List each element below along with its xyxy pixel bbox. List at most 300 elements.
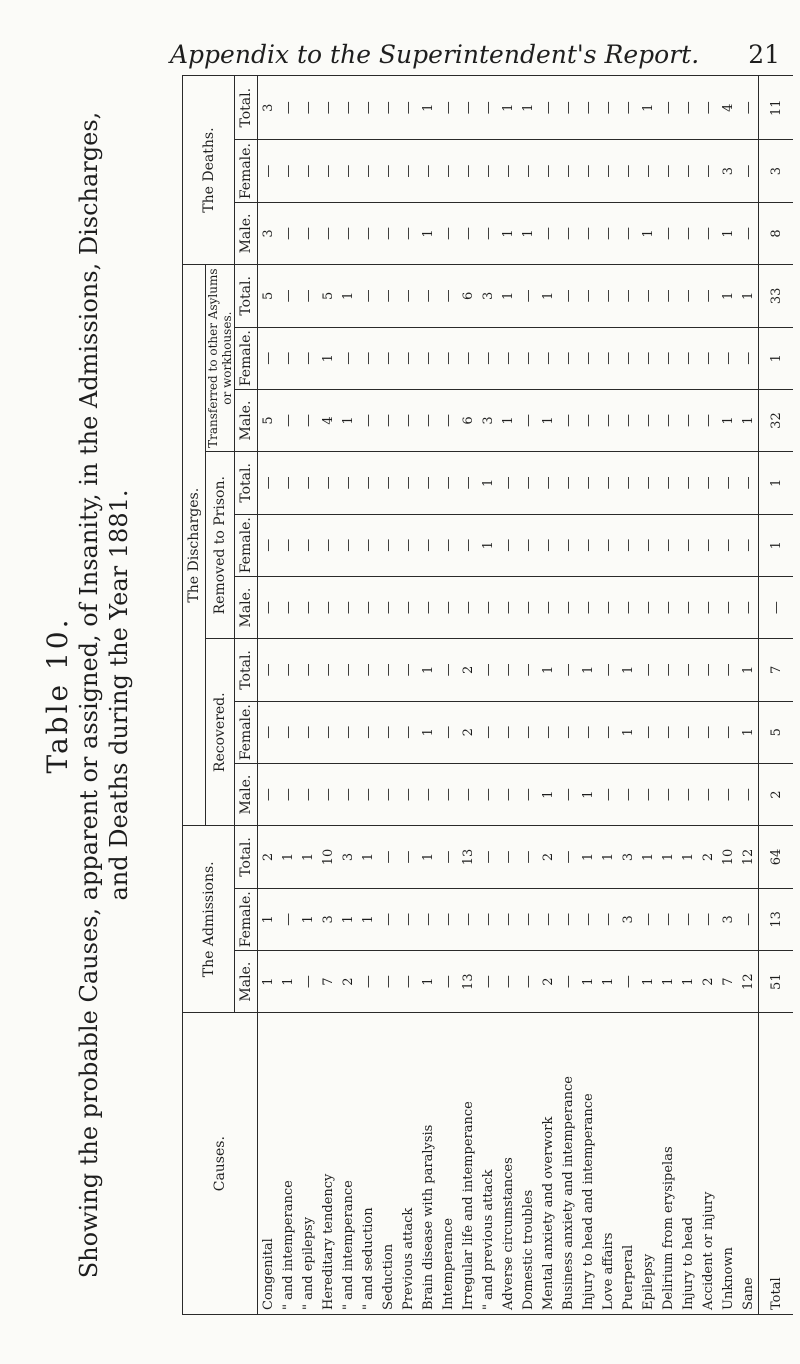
value-cell: — xyxy=(718,452,738,514)
value-cell: — xyxy=(498,888,518,950)
value-cell: — xyxy=(398,452,418,514)
value-cell: — xyxy=(558,826,578,888)
value-cell: 1 xyxy=(258,888,279,950)
value-cell: 1 xyxy=(658,950,678,1012)
value-cell: — xyxy=(418,452,438,514)
value-cell: — xyxy=(358,701,378,763)
value-cell: 1 xyxy=(738,639,759,701)
value-cell: 12 xyxy=(738,950,759,1012)
value-cell: 1 xyxy=(638,826,658,888)
cause-cell: Brain disease with paralysis xyxy=(418,1013,438,1315)
value-cell: 1 xyxy=(338,888,358,950)
value-cell: — xyxy=(658,327,678,389)
female-header: Female. xyxy=(235,514,258,576)
value-cell: — xyxy=(398,514,418,576)
value-cell: — xyxy=(558,639,578,701)
cause-cell: " and previous attack xyxy=(478,1013,498,1315)
value-cell: — xyxy=(458,327,478,389)
value-cell: — xyxy=(458,202,478,264)
value-cell: — xyxy=(378,639,398,701)
total-header: Total. xyxy=(235,452,258,514)
value-cell: — xyxy=(518,576,538,638)
value-cell: — xyxy=(258,763,279,825)
table-row xyxy=(658,76,678,1315)
value-cell: 1 xyxy=(658,826,678,888)
table-row xyxy=(338,76,358,1315)
table-row xyxy=(718,76,738,1315)
value-cell: 1 xyxy=(638,76,658,140)
value-cell: — xyxy=(418,389,438,451)
female-header: Female. xyxy=(235,327,258,389)
value-cell: — xyxy=(558,950,578,1012)
value-cell: 1 xyxy=(578,763,598,825)
table-row xyxy=(318,76,338,1315)
total-row xyxy=(759,76,794,1315)
value-cell: — xyxy=(518,701,538,763)
cause-cell: " and seduction xyxy=(358,1013,378,1315)
value-cell: — xyxy=(738,327,759,389)
value-cell: — xyxy=(678,452,698,514)
total-cell: 7 xyxy=(759,639,794,701)
value-cell: — xyxy=(618,140,638,202)
value-cell: — xyxy=(658,701,678,763)
value-cell: — xyxy=(298,452,318,514)
value-cell: — xyxy=(738,763,759,825)
value-cell: — xyxy=(518,452,538,514)
value-cell: 1 xyxy=(478,514,498,576)
male-header: Male. xyxy=(235,950,258,1012)
value-cell: — xyxy=(298,639,318,701)
female-header: Female. xyxy=(235,701,258,763)
total-cell: 51 xyxy=(759,950,794,1012)
value-cell: — xyxy=(298,950,318,1012)
value-cell: — xyxy=(678,888,698,950)
value-cell: — xyxy=(738,202,759,264)
value-cell: 1 xyxy=(598,950,618,1012)
value-cell: — xyxy=(378,888,398,950)
value-cell: — xyxy=(398,265,418,327)
value-cell: — xyxy=(538,140,558,202)
value-cell: 5 xyxy=(318,265,338,327)
value-cell: — xyxy=(358,576,378,638)
value-cell: — xyxy=(698,327,718,389)
cause-cell: Injury to head xyxy=(678,1013,698,1315)
value-cell: — xyxy=(358,265,378,327)
value-cell: — xyxy=(598,639,618,701)
total-header: Total. xyxy=(235,639,258,701)
table-label: Table 10. xyxy=(41,616,74,774)
value-cell: — xyxy=(438,140,458,202)
value-cell: — xyxy=(378,763,398,825)
table-row xyxy=(278,76,298,1315)
value-cell: — xyxy=(718,639,738,701)
table-row xyxy=(458,76,478,1315)
value-cell: — xyxy=(378,327,398,389)
value-cell: — xyxy=(618,576,638,638)
value-cell: — xyxy=(298,763,318,825)
total-cell: 8 xyxy=(759,202,794,264)
value-cell: — xyxy=(398,76,418,140)
value-cell: — xyxy=(498,639,518,701)
value-cell: — xyxy=(658,140,678,202)
table-row xyxy=(678,76,698,1315)
value-cell: 1 xyxy=(638,950,658,1012)
value-cell: 3 xyxy=(718,140,738,202)
cause-cell: Mental anxiety and overwork xyxy=(538,1013,558,1315)
value-cell: — xyxy=(398,701,418,763)
value-cell: 3 xyxy=(258,202,279,264)
value-cell: 1 xyxy=(738,389,759,451)
table-row xyxy=(538,76,558,1315)
value-cell: 12 xyxy=(738,826,759,888)
total-cell: 5 xyxy=(759,701,794,763)
value-cell: 7 xyxy=(718,950,738,1012)
value-cell: — xyxy=(258,514,279,576)
transferred-header: Transferred to other Asylums or workhouses. xyxy=(206,265,235,452)
cause-cell: Adverse circumstances xyxy=(498,1013,518,1315)
value-cell: — xyxy=(338,576,358,638)
value-cell: — xyxy=(498,576,518,638)
value-cell: 1 xyxy=(538,763,558,825)
value-cell: — xyxy=(618,950,638,1012)
value-cell: — xyxy=(318,76,338,140)
total-cell: — xyxy=(759,576,794,638)
value-cell: — xyxy=(318,576,338,638)
value-cell: — xyxy=(698,888,718,950)
table-row xyxy=(258,76,279,1315)
value-cell: — xyxy=(638,389,658,451)
value-cell: — xyxy=(478,950,498,1012)
value-cell: — xyxy=(358,140,378,202)
value-cell: — xyxy=(578,514,598,576)
value-cell: — xyxy=(678,202,698,264)
table-caption xyxy=(42,75,172,1315)
value-cell: — xyxy=(398,327,418,389)
value-cell: — xyxy=(278,452,298,514)
value-cell: — xyxy=(658,389,678,451)
value-cell: — xyxy=(378,202,398,264)
table-row xyxy=(398,76,418,1315)
value-cell: — xyxy=(618,265,638,327)
total-cell: 1 xyxy=(759,514,794,576)
value-cell: — xyxy=(698,763,718,825)
value-cell: 1 xyxy=(738,265,759,327)
value-cell: — xyxy=(518,763,538,825)
value-cell: 1 xyxy=(518,202,538,264)
value-cell: — xyxy=(458,140,478,202)
cause-cell: Injury to head and intemperance xyxy=(578,1013,598,1315)
value-cell: 1 xyxy=(578,826,598,888)
value-cell: — xyxy=(558,763,578,825)
value-cell: — xyxy=(378,76,398,140)
value-cell: — xyxy=(538,452,558,514)
table-row xyxy=(418,76,438,1315)
value-cell: 3 xyxy=(338,826,358,888)
value-cell: — xyxy=(298,76,318,140)
value-cell: 1 xyxy=(718,265,738,327)
value-cell: — xyxy=(458,514,478,576)
value-cell: — xyxy=(638,763,658,825)
value-cell: — xyxy=(538,514,558,576)
cause-cell: " and intemperance xyxy=(278,1013,298,1315)
value-cell: — xyxy=(558,327,578,389)
cause-cell: " and intemperance xyxy=(338,1013,358,1315)
value-cell: 1 xyxy=(678,950,698,1012)
cause-cell: Congenital xyxy=(258,1013,279,1315)
value-cell: — xyxy=(358,950,378,1012)
value-cell: — xyxy=(538,576,558,638)
value-cell: 1 xyxy=(538,639,558,701)
value-cell: — xyxy=(338,763,358,825)
value-cell: — xyxy=(698,265,718,327)
value-cell: — xyxy=(438,452,458,514)
value-cell: 5 xyxy=(258,389,279,451)
value-cell: — xyxy=(378,452,398,514)
discharges-header: The Discharges. xyxy=(183,265,206,826)
value-cell: 3 xyxy=(478,265,498,327)
value-cell: 1 xyxy=(498,202,518,264)
value-cell: — xyxy=(658,576,678,638)
value-cell: — xyxy=(538,701,558,763)
value-cell: 1 xyxy=(498,265,518,327)
value-cell: — xyxy=(358,389,378,451)
value-cell: — xyxy=(478,701,498,763)
value-cell: — xyxy=(678,514,698,576)
value-cell: — xyxy=(278,639,298,701)
value-cell: — xyxy=(278,265,298,327)
value-cell: 1 xyxy=(518,76,538,140)
running-head xyxy=(110,40,780,80)
cause-cell: Hereditary tendency xyxy=(318,1013,338,1315)
value-cell: — xyxy=(558,576,578,638)
value-cell: — xyxy=(538,327,558,389)
value-cell: 3 xyxy=(258,76,279,140)
total-header: Total. xyxy=(235,76,258,140)
value-cell: 1 xyxy=(358,826,378,888)
value-cell: — xyxy=(698,389,718,451)
value-cell: — xyxy=(398,576,418,638)
value-cell: — xyxy=(438,950,458,1012)
value-cell: — xyxy=(578,576,598,638)
value-cell: — xyxy=(358,514,378,576)
value-cell: — xyxy=(338,701,358,763)
value-cell: — xyxy=(518,265,538,327)
value-cell: — xyxy=(458,452,478,514)
value-cell: — xyxy=(518,514,538,576)
value-cell: — xyxy=(438,888,458,950)
value-cell: — xyxy=(738,576,759,638)
value-cell: 2 xyxy=(538,950,558,1012)
value-cell: — xyxy=(378,265,398,327)
value-cell: — xyxy=(258,576,279,638)
value-cell: — xyxy=(578,327,598,389)
value-cell: — xyxy=(398,888,418,950)
value-cell: — xyxy=(438,514,458,576)
value-cell: — xyxy=(598,576,618,638)
value-cell: — xyxy=(558,888,578,950)
value-cell: 3 xyxy=(318,888,338,950)
value-cell: — xyxy=(378,389,398,451)
value-cell: — xyxy=(298,514,318,576)
table-row xyxy=(298,76,318,1315)
value-cell: — xyxy=(418,140,438,202)
value-cell: — xyxy=(558,265,578,327)
value-cell: 4 xyxy=(318,389,338,451)
value-cell: — xyxy=(498,950,518,1012)
value-cell: — xyxy=(338,202,358,264)
table-row xyxy=(358,76,378,1315)
value-cell: 1 xyxy=(718,389,738,451)
value-cell: — xyxy=(338,327,358,389)
value-cell: — xyxy=(378,701,398,763)
value-cell: — xyxy=(258,452,279,514)
cause-cell: Unknown xyxy=(718,1013,738,1315)
value-cell: 2 xyxy=(258,826,279,888)
value-cell: — xyxy=(318,701,338,763)
value-cell: 1 xyxy=(578,639,598,701)
value-cell: — xyxy=(578,202,598,264)
value-cell: 1 xyxy=(718,202,738,264)
value-cell: 1 xyxy=(278,950,298,1012)
value-cell: — xyxy=(578,76,598,140)
value-cell: — xyxy=(298,389,318,451)
causes-table xyxy=(182,75,793,1315)
value-cell: — xyxy=(478,888,498,950)
value-cell: — xyxy=(698,701,718,763)
value-cell: — xyxy=(678,327,698,389)
male-header: Male. xyxy=(235,576,258,638)
table-row xyxy=(638,76,658,1315)
value-cell: — xyxy=(318,763,338,825)
value-cell: — xyxy=(658,514,678,576)
value-cell: — xyxy=(458,763,478,825)
value-cell: — xyxy=(318,514,338,576)
value-cell: — xyxy=(498,452,518,514)
value-cell: — xyxy=(338,514,358,576)
value-cell: — xyxy=(298,265,318,327)
value-cell: — xyxy=(438,202,458,264)
cause-cell: Sane xyxy=(738,1013,759,1315)
value-cell: — xyxy=(598,701,618,763)
value-cell: — xyxy=(498,514,518,576)
value-cell: — xyxy=(518,389,538,451)
value-cell: — xyxy=(618,763,638,825)
value-cell: — xyxy=(658,639,678,701)
value-cell: — xyxy=(298,701,318,763)
cause-cell: Domestic troubles xyxy=(518,1013,538,1315)
male-header: Male. xyxy=(235,763,258,825)
value-cell: — xyxy=(358,327,378,389)
cause-cell: Love affairs xyxy=(598,1013,618,1315)
page-number: 21 xyxy=(748,40,780,69)
value-cell: — xyxy=(638,265,658,327)
value-cell: — xyxy=(638,701,658,763)
value-cell: — xyxy=(478,140,498,202)
value-cell: — xyxy=(558,701,578,763)
deaths-header: The Deaths. xyxy=(183,76,235,265)
value-cell: — xyxy=(658,888,678,950)
table-row xyxy=(498,76,518,1315)
value-cell: — xyxy=(438,327,458,389)
value-cell: — xyxy=(618,202,638,264)
value-cell: — xyxy=(598,514,618,576)
value-cell: — xyxy=(278,202,298,264)
value-cell: — xyxy=(278,888,298,950)
table-row xyxy=(738,76,759,1315)
value-cell: — xyxy=(638,576,658,638)
value-cell: — xyxy=(678,763,698,825)
value-cell: — xyxy=(478,76,498,140)
value-cell: — xyxy=(378,950,398,1012)
value-cell: — xyxy=(298,202,318,264)
value-cell: 1 xyxy=(598,826,618,888)
value-cell: — xyxy=(578,389,598,451)
value-cell: — xyxy=(718,701,738,763)
value-cell: — xyxy=(398,639,418,701)
value-cell: — xyxy=(718,514,738,576)
value-cell: — xyxy=(438,265,458,327)
value-cell: — xyxy=(678,576,698,638)
value-cell: — xyxy=(658,76,678,140)
value-cell: — xyxy=(438,639,458,701)
table-row xyxy=(598,76,618,1315)
male-header: Male. xyxy=(235,202,258,264)
value-cell: 6 xyxy=(458,389,478,451)
caption-line-1: Showing the probable Causes, apparent or assigned, of Insanity, in the Admissions, Discharges, xyxy=(75,111,103,1279)
value-cell: — xyxy=(598,763,618,825)
cause-cell: Business anxiety and intemperance xyxy=(558,1013,578,1315)
value-cell: 1 xyxy=(418,639,438,701)
value-cell: — xyxy=(638,514,658,576)
value-cell: 1 xyxy=(418,202,438,264)
value-cell: — xyxy=(278,763,298,825)
value-cell: — xyxy=(418,514,438,576)
value-cell: — xyxy=(258,639,279,701)
value-cell: — xyxy=(358,639,378,701)
value-cell: 1 xyxy=(618,639,638,701)
value-cell: 1 xyxy=(318,327,338,389)
value-cell: — xyxy=(658,265,678,327)
value-cell: — xyxy=(678,265,698,327)
value-cell: — xyxy=(718,576,738,638)
value-cell: 1 xyxy=(258,950,279,1012)
value-cell: — xyxy=(318,452,338,514)
value-cell: — xyxy=(478,639,498,701)
value-cell: — xyxy=(558,202,578,264)
value-cell: — xyxy=(638,639,658,701)
value-cell: — xyxy=(478,202,498,264)
value-cell: — xyxy=(578,140,598,202)
value-cell: — xyxy=(358,76,378,140)
value-cell: 1 xyxy=(618,701,638,763)
value-cell: — xyxy=(578,701,598,763)
value-cell: — xyxy=(558,389,578,451)
value-cell: 1 xyxy=(278,826,298,888)
value-cell: — xyxy=(378,514,398,576)
value-cell: — xyxy=(378,826,398,888)
value-cell: — xyxy=(438,763,458,825)
value-cell: — xyxy=(618,389,638,451)
cause-cell: " and epilepsy xyxy=(298,1013,318,1315)
value-cell: — xyxy=(478,327,498,389)
value-cell: — xyxy=(318,202,338,264)
value-cell: 13 xyxy=(458,950,478,1012)
value-cell: — xyxy=(738,514,759,576)
value-cell: — xyxy=(478,763,498,825)
value-cell: 1 xyxy=(418,701,438,763)
value-cell: — xyxy=(698,452,718,514)
value-cell: — xyxy=(638,140,658,202)
